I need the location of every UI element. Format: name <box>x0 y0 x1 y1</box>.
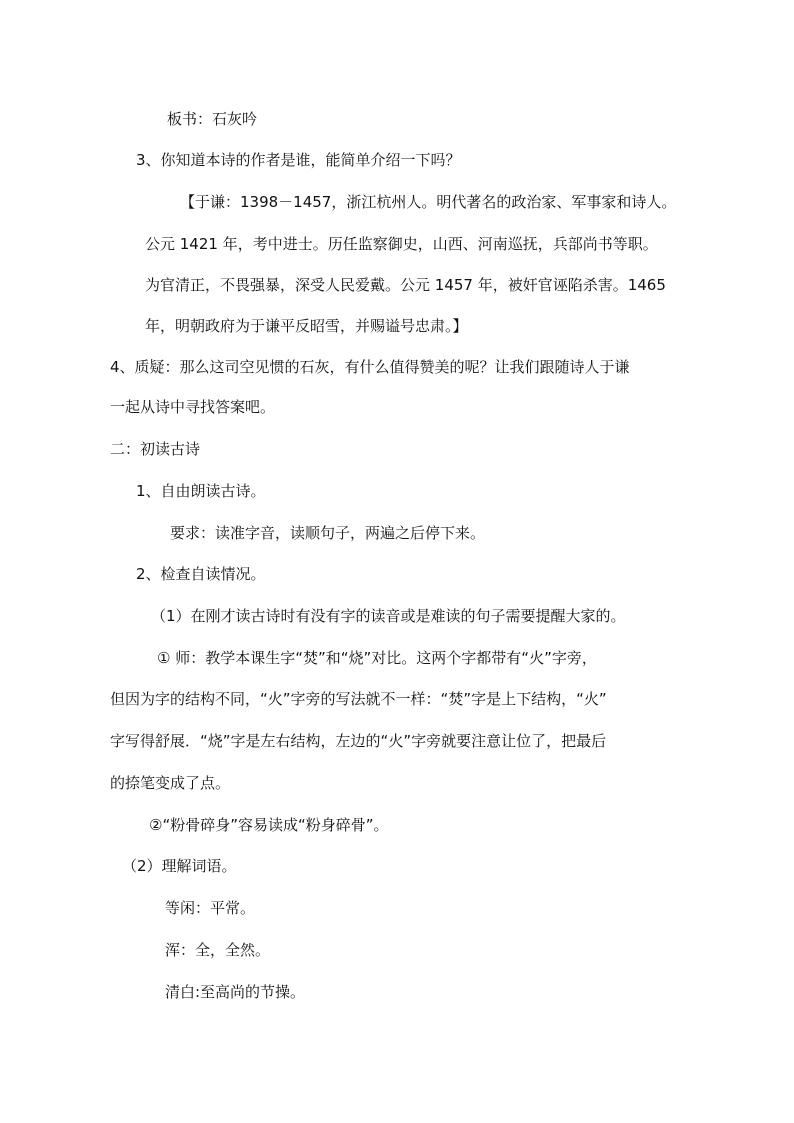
author-bio-line-3: 为官清正，不畏强暴，深受人民爱戴。公元 1457 年，被奸官诬陷杀害。1465 <box>145 276 666 294</box>
question-4-line-2: 一起从诗中寻找答案吧。 <box>110 398 276 416</box>
step-1-requirement: 要求：读准字音，读顺句子，两遍之后停下来。 <box>170 524 486 542</box>
substep-1: （1）在刚才读古诗时有没有字的读音或是难读的句子需要提醒大家的。 <box>151 607 626 625</box>
vocab-hun: 浑：全，全然。 <box>165 941 271 959</box>
section-2-heading: 二：初读古诗 <box>110 440 201 458</box>
teacher-note-line-1: ① 师：教学本课生字“焚”和“烧”对比。这两个字都带有“火”字旁， <box>157 649 597 667</box>
substep-2: （2）理解词语。 <box>122 857 237 875</box>
teacher-note-line-4: 的捺笔变成了点。 <box>110 774 231 792</box>
author-bio-line-4: 年，明朝政府为于谦平反昭雪，并赐谥号忠肃。】 <box>145 317 468 335</box>
teacher-note-line-2: 但因为字的结构不同，“火”字旁的写法就不一样：“焚”字是上下结构，“火” <box>110 690 607 708</box>
author-bio-line-2: 公元 1421 年，考中进士。历任监察御史，山西、河南巡抚，兵部尚书等职。 <box>145 235 658 253</box>
teacher-note-line-3: 字写得舒展．“烧”字是左右结构，左边的“火”字旁就要注意让位了，把最后 <box>110 732 607 750</box>
vocab-qingbai: 清白:至高尚的节操。 <box>165 983 306 1001</box>
vocab-dengxian: 等闲：平常。 <box>165 899 256 917</box>
question-4-line-1: 4、质疑：那么这司空见惯的石灰，有什么值得赞美的呢？让我们跟随诗人于谦 <box>110 358 630 376</box>
author-bio-line-1: 【于谦：1398－1457，浙江杭州人。明代著名的政治家、军事家和诗人。 <box>180 193 677 211</box>
question-3: 3、你知道本诗的作者是谁，能简单介绍一下吗？ <box>136 151 461 169</box>
step-1: 1、自由朗读古诗。 <box>136 482 266 500</box>
blackboard-title: 板书：石灰吟 <box>167 110 258 128</box>
step-2: 2、检查自读情况。 <box>136 565 266 583</box>
note-2: ②“粉骨碎身”容易读成“粉身碎骨”。 <box>149 816 389 834</box>
